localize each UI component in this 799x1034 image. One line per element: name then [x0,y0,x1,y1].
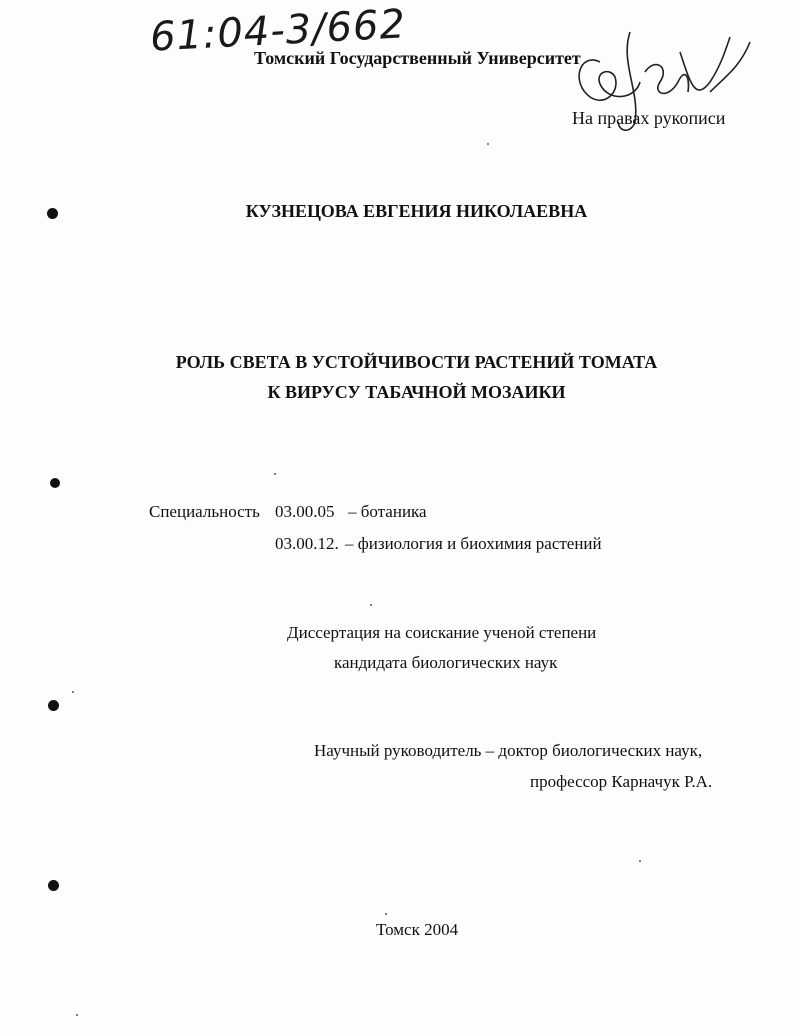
rights-notice: На правах рукописи [572,108,726,128]
binding-hole-mark [48,880,59,891]
scan-speck [274,473,276,475]
supervisor-line-1: Научный руководитель – доктор биологических наук, [314,741,703,760]
scan-speck [385,913,387,915]
specialty-name-2: – физиология и биохимия растений [345,534,602,553]
author-name: КУЗНЕЦОВА ЕВГЕНИЯ НИКОЛАЕВНА [245,201,588,221]
thesis-title-line-1: РОЛЬ СВЕТА В УСТОЙЧИВОСТИ РАСТЕНИЙ ТОМАТА [175,352,658,372]
supervisor-line-2: профессор Карначук Р.А. [530,772,713,791]
scan-speck [72,691,74,693]
specialty-code-2: 03.00.12. [275,534,339,553]
institution-name: Томский Государственный Университет [254,48,581,68]
binding-hole-mark [47,208,58,219]
thesis-title-line-2: К ВИРУСУ ТАБАЧНОЙ МОЗАИКИ [267,382,566,402]
specialty-code-1: 03.00.05 [275,502,335,521]
place-year: Томск 2004 [376,920,459,939]
scan-speck [76,1014,78,1016]
binding-hole-mark [48,700,59,711]
scan-speck [370,604,372,606]
dissertation-line-1: Диссертация на соискание ученой степени [287,623,597,642]
binding-hole-mark [50,478,60,488]
specialty-name-1: – ботаника [348,502,427,521]
scan-speck [487,143,489,145]
dissertation-line-2: кандидата биологических наук [334,653,558,672]
scan-speck [639,860,641,862]
archive-code: 61:04-3/662 [148,1,408,61]
specialty-label: Специальность [149,502,260,521]
